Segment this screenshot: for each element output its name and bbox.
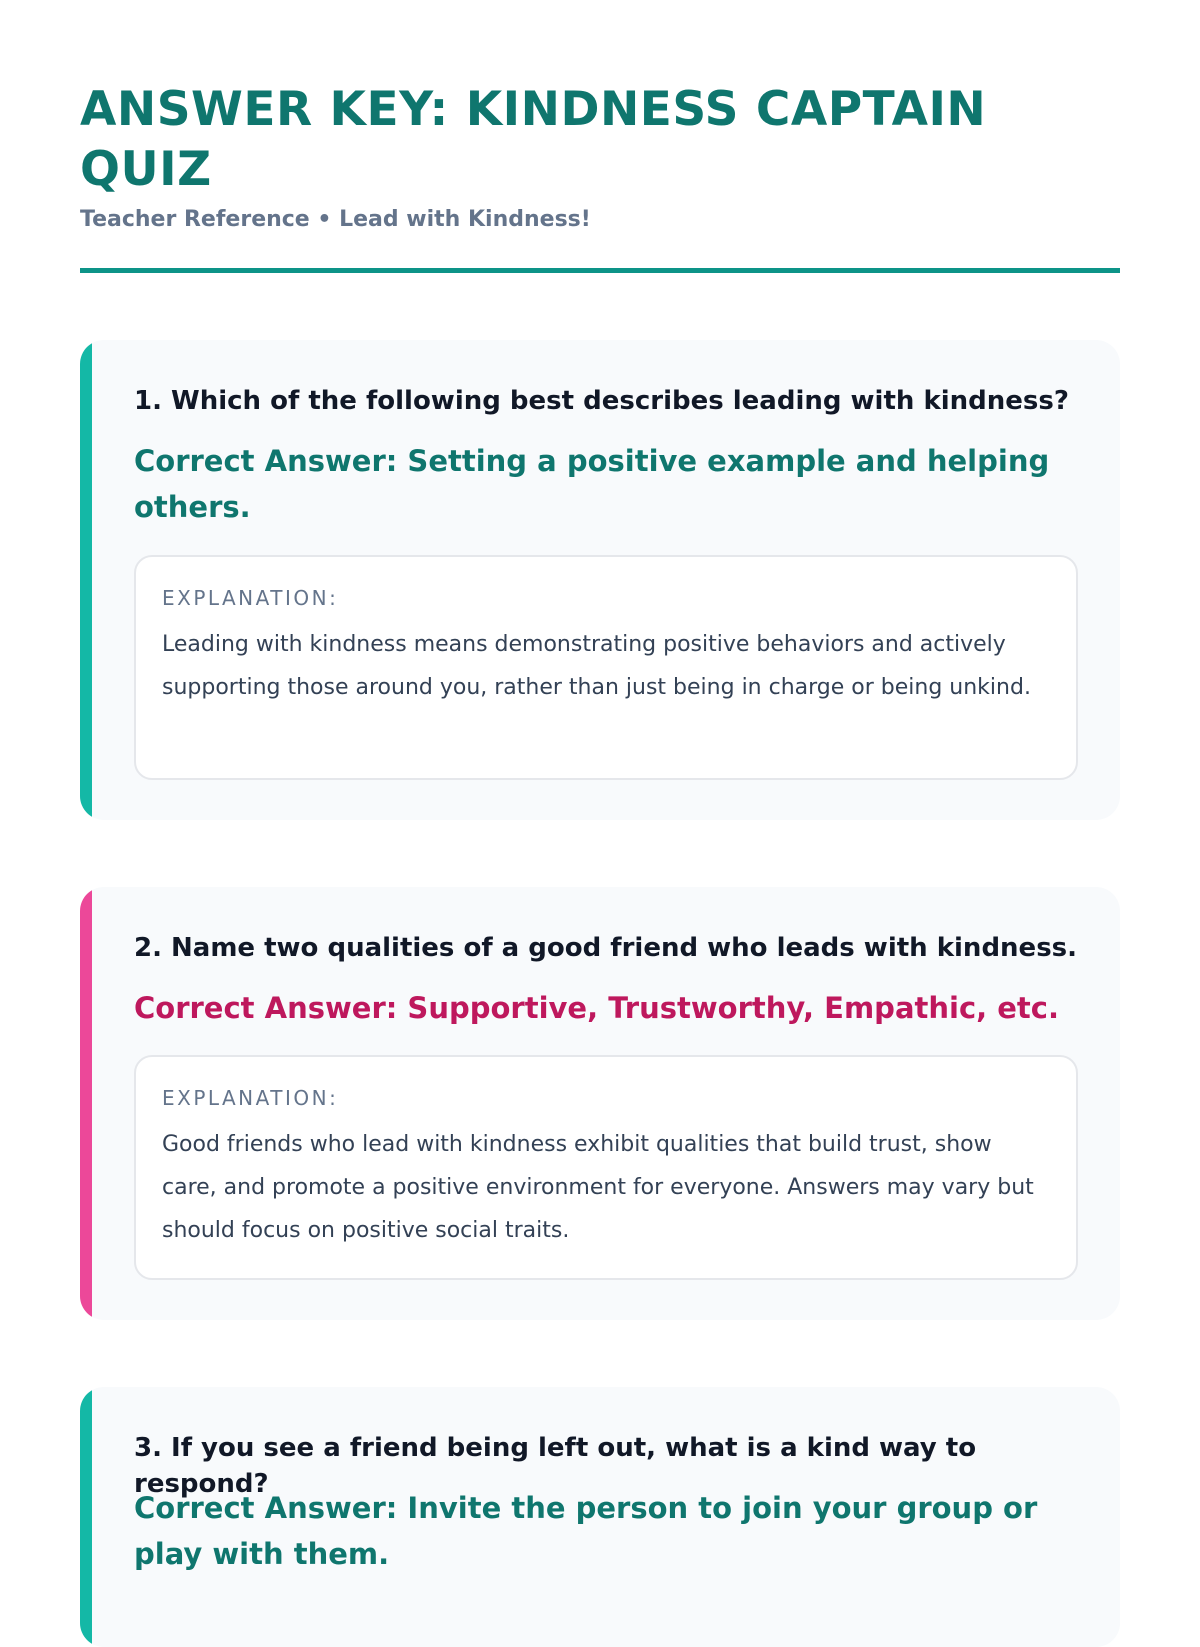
explanation-box — [134, 555, 1078, 780]
explanation-label: EXPLANATION: — [162, 1086, 339, 1110]
title-divider — [80, 268, 1120, 273]
question-card-1 — [80, 340, 1120, 820]
question-text: 2. Name two qualities of a good friend who leads with kindness. — [134, 933, 1078, 963]
page-title: ANSWER KEY: KINDNESS CAPTAIN QUIZ — [80, 82, 987, 197]
page-subtitle: Teacher Reference • Lead with Kindness! — [80, 207, 591, 232]
card-accent-bar — [80, 340, 92, 820]
question-card-3 — [80, 1387, 1120, 1647]
explanation-label: EXPLANATION: — [162, 586, 339, 610]
explanation-text: Good friends who lead with kindness exhibit qualities that build trust, show care, and promote a positive environment for everyone. Answers may vary but should focus on positive social traits. — [162, 1132, 1034, 1243]
card-accent-bar — [80, 1387, 92, 1647]
card-accent-bar — [80, 887, 92, 1320]
explanation-text: Leading with kindness means demonstrating positive behaviors and actively supporting those around you, rather than just being in charge or being unkind. — [162, 632, 1031, 700]
question-text: 1. Which of the following best describes leading with kindness? — [134, 386, 1069, 416]
explanation-box — [134, 1055, 1078, 1280]
correct-answer: Correct Answer: Setting a positive example and helping others. — [134, 444, 1050, 524]
question-card-2 — [80, 887, 1120, 1320]
question-text: 3. If you see a friend being left out, what is a kind way to respond? — [134, 1433, 977, 1499]
correct-answer: Correct Answer: Supportive, Trustworthy, Empathic, etc. — [134, 991, 1059, 1025]
correct-answer: Correct Answer: Invite the person to join your group or play with them. — [134, 1491, 1038, 1571]
